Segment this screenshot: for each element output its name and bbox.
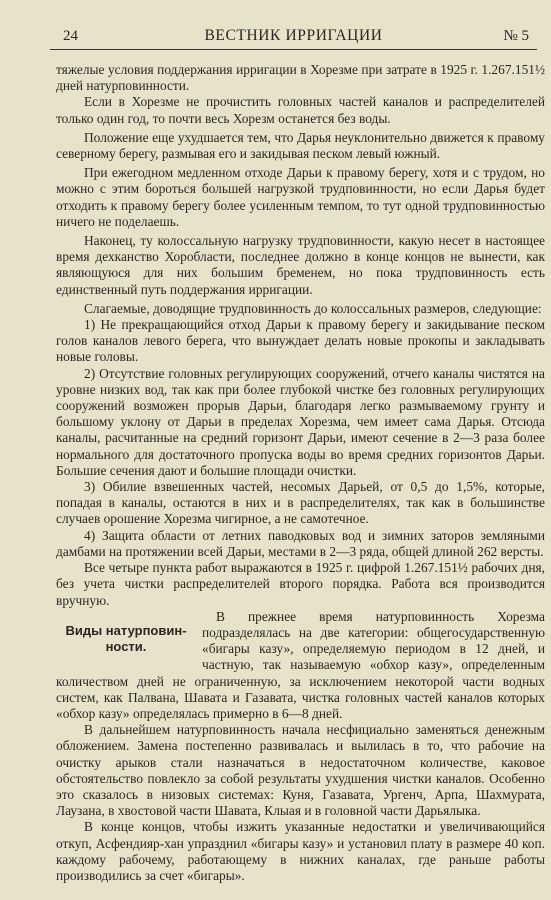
paragraph: В дальнейшем натурповинность начала несфициально заменяться денежным обложением. Замена постепенно развивалась и вылилась в то, что рабочие на очистку арыков стали назначаться в недостаточном количестве, каковое обстоятельство повлекло за собой результаты ухудшения чистки каналов. Особенно это сказалось в низовых системах: Куня, Газавата, Ургенч, Арпа, Шахмурата, Лаузана, в хвостовой части Шавата, Клыая и в головной части Дарьялыка.	[56, 722, 545, 819]
paragraph: Все четыре пункта работ выражаются в 1925 г. цифрой 1.267.151½ рабочих дня, без учета чистки распределителей второго порядка. Работа вся производится вручную.	[56, 560, 545, 608]
side-heading	[56, 623, 196, 655]
page-header	[50, 25, 537, 50]
paragraph: Наконец, ту колоссальную нагрузку трудповинности, какую несет в настоящее время дехканство Хоробласти, последнее должно в конце концов не вынести, как являющуюся для них большим бременем, но пока трудповинность есть единственный путь поддержания ирригации.	[56, 233, 545, 297]
paragraph: Если в Хорезме не прочистить головных частей каналов и распределителей только один год, то почти весь Хорезм останется без воды.	[56, 94, 545, 126]
paragraph: При ежегодном медленном отходе Дарьи к правому берегу, хотя и с трудом, но можно с этим бороться большей нагрузкой трудповинности, но если Дарья будет отходить к правому берегу более усиленным темпом, то тут одной трудповинностью ничего не поделаешь.	[56, 165, 545, 229]
list-item: 2) Отсутствие головных регулирующих сооружений, отчего каналы чистятся на уровне низких вод, так как при более глубокой чистке без головных регулирующих сооружений возможен прорыв Дарьи, благодаря легко размываемому грунту и большому уклону от Дарьи в пределах Хорезма, чем имеет сама Дарья. Отсюда каналы, расчитанные на средний горизонт Дарьи, имеют сечение в 2—3 раза более нормального для достаточного пропуска воды во время средних горизонтов Дарьи. Большие сечения дают и большие площади очистки.	[56, 365, 545, 478]
side-heading-line: Виды натурповин-	[65, 622, 187, 638]
section-types-of-duty	[56, 609, 545, 884]
article-body	[56, 62, 545, 884]
paragraph: тяжелые условия поддержания ирригации в Хорезме при затрате в 1925 г. 1.267.151½ дней натурповинности.	[56, 62, 545, 94]
side-heading-line: ности.	[105, 638, 147, 654]
issue-number: № 5	[503, 28, 529, 44]
paragraph: Слагаемые, доводящие трудповинность до колоссальных размеров, следующие:	[84, 300, 542, 316]
list-item: 1) Не прекращающийся отход Дарьи к правому берегу и закидывание песком голов каналов левого берега, что вынуждает делать новые прокопы и закладывать новые головы.	[56, 317, 545, 365]
list-item: 4) Защита области от летних паводковых вод и зимних заторов земляными дамбами на протяжении всей Дарьи, местами в 2—3 ряда, общей длиной 262 версты.	[56, 527, 545, 559]
journal-title: ВЕСТНИК ИРРИГАЦИИ	[204, 27, 383, 44]
list-item: 3) Обилие взвешенных частей, несомых Дарьей, от 0,5 до 1,5%, которые, попадая в каналы, остаются в них и в распределителях, так как в большинстве случаев орошение Хорезма чигирное, а не самотечное.	[56, 479, 545, 527]
paragraph: В конце концов, чтобы изжить указанные недостатки и увеличивающийся откуп, Асфендияр-хан упразднил «бигары казу» и установил плату в размере 40 коп. каждому рабочему, работающему в нижних каналах, где раньше работы производились за счет «бигары».	[56, 819, 545, 883]
page-number: 24	[63, 28, 78, 44]
paragraph: В прежнее время натурповинность Хорезма подразделялась на две категории: общегосударственную «бигары казу», определяемую периодом в 12 дней, и частную, так называемую «обхор казу», определенным количеством дней не ограниченную, за исключением некоторой части водных систем, как Палвана, Шавата и Газавата, чистка головных частей каналов которых «обхор казу» определялась примерно в 6—8 дней.	[56, 608, 545, 721]
paragraph: Положение еще ухудшается тем, что Дарья неуклонительно движется к правому северному берегу, размывая его и закидывая песком левый южный.	[56, 129, 545, 162]
